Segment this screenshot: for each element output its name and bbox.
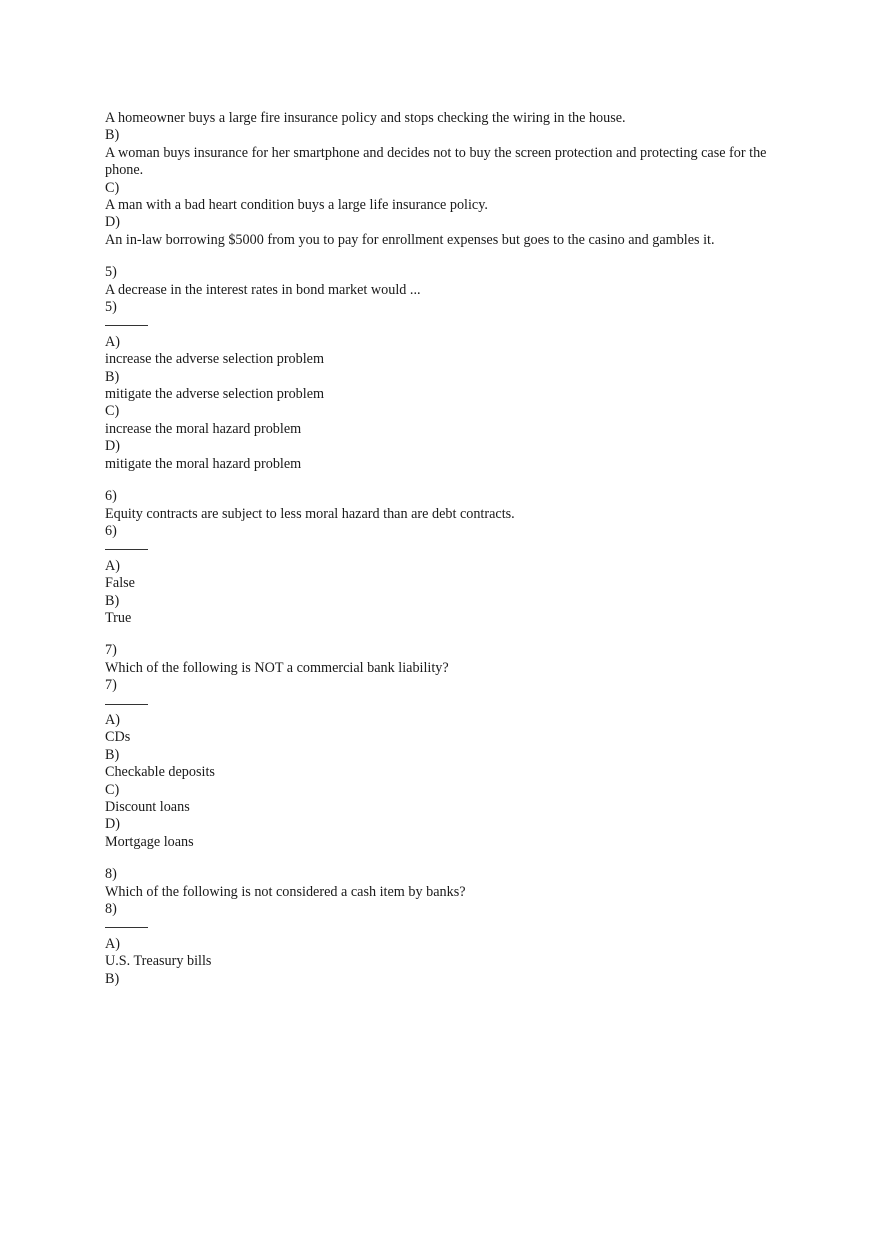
option-text: increase the moral hazard problem — [105, 420, 302, 437]
option-label: B) — [105, 368, 120, 385]
option-label: A) — [105, 333, 120, 350]
option-label: A) — [105, 711, 120, 728]
answer-blank[interactable] — [105, 918, 148, 935]
spacer — [105, 627, 785, 642]
option-label: A) — [105, 935, 120, 952]
question-number: 8) — [105, 866, 117, 883]
answer-number: 7) — [105, 677, 117, 694]
option-b-text: A woman buys insurance for her smartphone and decides not to buy the screen protection and protecting case for the phone. — [105, 144, 771, 179]
option-text: mitigate the adverse selection problem — [105, 386, 325, 403]
option-text: increase the adverse selection problem — [105, 351, 325, 368]
option-label: B) — [105, 592, 120, 609]
question-block-5 — [105, 264, 785, 473]
option-text: CDs — [105, 729, 131, 746]
option-text: U.S. Treasury bills — [105, 953, 212, 970]
option-c-text: A man with a bad heart condition buys a large life insurance policy. — [105, 197, 488, 214]
option-d-label: D) — [105, 214, 120, 231]
option-label: C) — [105, 403, 120, 420]
exam-page — [105, 110, 785, 988]
answer-number: 5) — [105, 299, 117, 316]
option-text: Mortgage loans — [105, 833, 194, 850]
question-text: Which of the following is not considered a cash item by banks? — [105, 883, 466, 900]
question-text: A decrease in the interest rates in bond market would ... — [105, 281, 421, 298]
question-block-previous — [105, 110, 785, 249]
option-label: B) — [105, 970, 120, 987]
option-label: D) — [105, 816, 120, 833]
question-block-6 — [105, 488, 785, 627]
question-number: 7) — [105, 642, 117, 659]
question-number: 6) — [105, 488, 117, 505]
option-d-text: An in-law borrowing $5000 from you to pay for enrollment expenses but goes to the casino and gambles it. — [105, 231, 715, 248]
option-text: Discount loans — [105, 798, 190, 815]
spacer — [105, 473, 785, 488]
answer-number: 6) — [105, 522, 117, 539]
answer-blank[interactable] — [105, 540, 148, 557]
answer-blank[interactable] — [105, 316, 148, 333]
question-number: 5) — [105, 264, 117, 281]
spacer — [105, 851, 785, 866]
answer-blank[interactable] — [105, 695, 148, 712]
option-a-text: A homeowner buys a large fire insurance policy and stops checking the wiring in the house. — [105, 110, 626, 126]
question-block-8 — [105, 866, 785, 988]
option-c-label: C) — [105, 179, 120, 196]
option-text: mitigate the moral hazard problem — [105, 455, 302, 472]
option-text: Checkable deposits — [105, 764, 215, 781]
question-text: Which of the following is NOT a commercial bank liability? — [105, 659, 449, 676]
option-label: C) — [105, 781, 120, 798]
option-label: D) — [105, 438, 120, 455]
question-text: Equity contracts are subject to less moral hazard than are debt contracts. — [105, 505, 515, 522]
question-block-7 — [105, 642, 785, 851]
answer-number: 8) — [105, 901, 117, 918]
option-label: B) — [105, 746, 120, 763]
option-label: A) — [105, 557, 120, 574]
option-text: True — [105, 609, 132, 626]
option-text: False — [105, 575, 135, 592]
spacer — [105, 249, 785, 264]
option-b-label: B) — [105, 127, 120, 144]
